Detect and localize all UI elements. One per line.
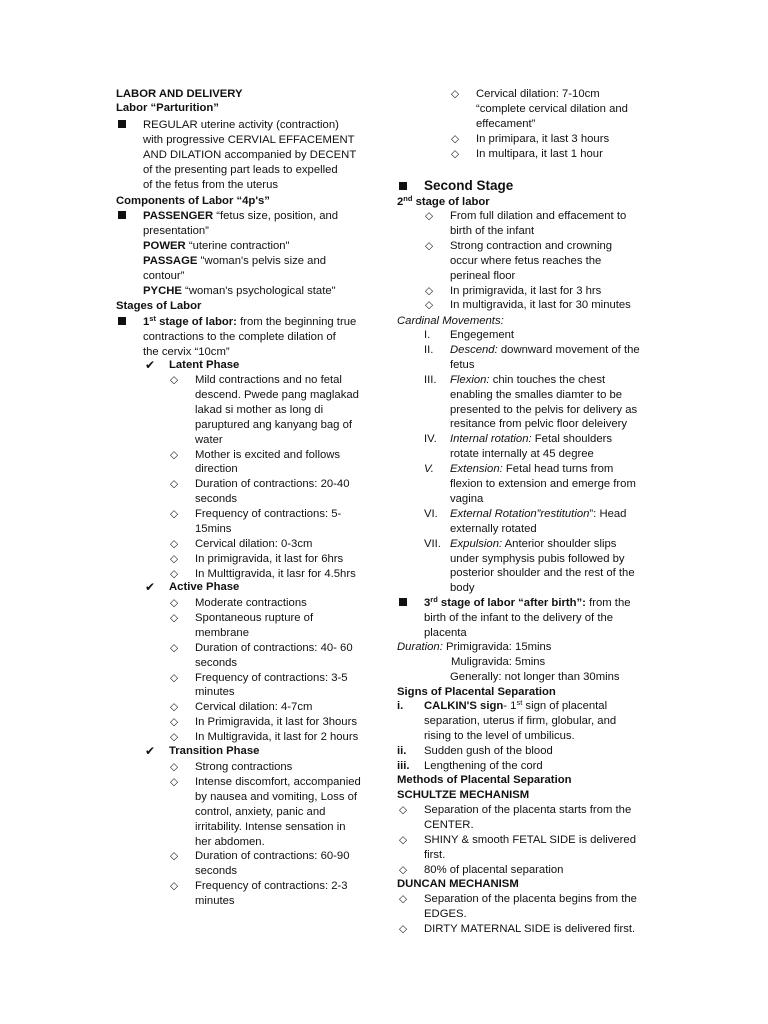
latent-item: Frequency of contractions: 5- (195, 508, 342, 521)
square-bullet (118, 317, 126, 325)
latent-item: Mild contractions and no fetal (195, 374, 342, 386)
sign-number: iii. (397, 760, 410, 772)
third-stage-text-cont: placenta (424, 627, 467, 639)
diamond-bullet-icon: ◇ (170, 567, 179, 580)
first-stage-text-cont: contractions to the complete dilation of (143, 331, 336, 343)
square-bullet (118, 120, 126, 128)
diamond-bullet-icon: ◇ (170, 478, 179, 491)
duration-primigravida: Primigravida: 15mins (442, 641, 552, 653)
cardinal-term: Descend: (450, 343, 498, 356)
calkin-sign-line (424, 699, 607, 713)
second-stage-label: stage of labor (412, 196, 490, 208)
sign-cord-lengthening: Lengthening of the cord (424, 760, 543, 772)
second-stage-item-cont: birth of the infant (450, 224, 535, 237)
cardinal-item (450, 328, 514, 342)
cardinal-item-cont: rotate internally at 45 degree (450, 448, 594, 461)
transition-item: In primipara, it last 3 hours (476, 132, 610, 145)
power-text: “uterine contraction" (185, 240, 290, 252)
schultze-item-cont: first. (424, 848, 446, 861)
diamond-bullet-icon: ◇ (170, 552, 179, 565)
active-item: In Primigravida, it last for 3hours (195, 716, 357, 729)
diamond-bullet-icon: ◇ (399, 863, 408, 876)
duncan-item: Separation of the placenta begins from the (424, 893, 637, 905)
diamond-bullet-icon: ◇ (170, 537, 179, 550)
schultze-item: 80% of placental separation (424, 863, 564, 876)
definition-line: of the presenting part leads to expelled (143, 164, 338, 176)
check-icon: ✔ (145, 358, 156, 372)
active-item: In Multigravida, it last for 2 hours (195, 731, 359, 744)
second-stage-heading: Second Stage (424, 178, 514, 193)
active-item: Duration of contractions: 40- 60 (195, 641, 353, 654)
cardinal-item-cont: externally rotated (450, 522, 537, 535)
schultze-item-cont: CENTER. (424, 818, 474, 831)
first-stage-line (143, 315, 356, 329)
cardinal-term: Extension: (450, 463, 503, 476)
component-passenger (143, 209, 338, 223)
transition-item-cont: control, anxiety, panic and (195, 805, 326, 818)
cardinal-description: Anterior shoulder slips (502, 537, 617, 550)
cardinal-item-cont: presented to the pelvis for delivery as (450, 403, 638, 416)
check-icon: ✔ (145, 744, 156, 758)
methods-heading: Methods of Placental Separation (397, 774, 572, 786)
cardinal-item (450, 343, 640, 357)
calkin-text-cont: rising to the level of umbilicus. (424, 730, 575, 742)
diamond-bullet-icon: ◇ (170, 775, 179, 788)
latent-phase-title: Latent Phase (169, 359, 240, 371)
active-item: Frequency of contractions: 3-5 (195, 671, 348, 684)
diamond-bullet-icon: ◇ (170, 641, 179, 654)
transition-item: Frequency of contractions: 2-3 (195, 880, 348, 893)
latent-item-cont: lakad si mother as long di (195, 403, 324, 416)
transition-item-cont: her abdomen. (195, 835, 265, 848)
passenger-text: “fetus size, position, and (213, 210, 339, 222)
latent-item-cont: water (195, 433, 223, 446)
diamond-bullet-icon: ◇ (451, 88, 460, 100)
latent-item-cont: 15mins (195, 523, 232, 535)
cardinal-item-cont: fetus (450, 358, 475, 371)
active-item-cont: minutes (195, 686, 235, 699)
duration-line (397, 640, 551, 654)
sign-number: ii. (397, 745, 407, 757)
cardinal-item-cont: under symphysis pubis followed by (450, 552, 625, 565)
diamond-bullet-icon: ◇ (170, 508, 179, 521)
cardinal-description: chin touches the chest (489, 373, 606, 386)
diamond-bullet-icon: ◇ (425, 299, 434, 312)
labor-subtitle: Labor “Parturition” (116, 102, 219, 114)
cardinal-item-cont: enabling the smalles diamter to be (450, 388, 623, 401)
passage-text-cont: contour” (143, 270, 185, 282)
diamond-bullet-icon: ◇ (170, 597, 179, 609)
definition-line: of the fetus from the uterus (143, 179, 279, 191)
diamond-bullet-icon: ◇ (170, 671, 179, 684)
component-pyche (143, 284, 336, 298)
calkin-sup: st (516, 698, 523, 707)
definition-line: AND DILATION accompanied by DECENT (143, 149, 357, 161)
cardinal-item (450, 373, 605, 387)
components-heading: Components of Labor “4p's” (116, 195, 270, 207)
calkin-text: sign of placental (522, 700, 608, 712)
cardinal-number: I. (424, 329, 431, 341)
cardinal-number: IV. (424, 433, 437, 446)
diamond-bullet-icon: ◇ (399, 804, 408, 816)
latent-item-cont: seconds (195, 493, 238, 506)
cardinal-number: VII. (424, 537, 441, 550)
diamond-bullet-icon: ◇ (425, 284, 434, 297)
second-stage-num: 2 (397, 196, 404, 208)
diamond-bullet-icon: ◇ (170, 880, 179, 893)
diamond-bullet-icon: ◇ (170, 448, 179, 461)
cardinal-item (450, 462, 613, 476)
second-stage-item-cont: occur where fetus reaches the (450, 254, 602, 267)
passenger-text-cont: presentation” (143, 225, 209, 237)
diamond-bullet-icon: ◇ (451, 132, 460, 145)
calkin-dash: - 1 (503, 700, 517, 712)
transition-item-cont: seconds (195, 865, 238, 878)
schultze-item: Separation of the placenta starts from the (424, 804, 632, 816)
second-stage-item: In primigravida, it last for 3 hrs (450, 284, 602, 297)
cardinal-item-cont: resitance from pelvic floor deleivery (450, 418, 628, 431)
diamond-bullet-icon: ◇ (170, 374, 179, 386)
transition-item-cont: “complete cervical dilation and (476, 102, 628, 115)
transition-phase-title: Transition Phase (169, 745, 260, 757)
cardinal-item-cont: posterior shoulder and the rest of the (450, 567, 635, 580)
latent-item: Mother is excited and follows (195, 448, 341, 461)
cardinal-description: Engegement (450, 329, 515, 341)
third-stage-num: 3 (424, 597, 431, 609)
first-stage-num: 1 (143, 316, 150, 328)
latent-item-cont: paruptured ang kanyang bag of (195, 418, 353, 431)
cardinal-item (450, 537, 616, 551)
calkin-text-cont: separation, uterus if firm, globular, and (424, 715, 617, 727)
duncan-item-cont: EDGES. (424, 907, 467, 920)
active-item-cont: seconds (195, 656, 238, 669)
latent-item: In Multtigravida, it lasr for 4.5hrs (195, 567, 356, 580)
duration-general: Generally: not longer than 30mins (450, 671, 620, 683)
duration-muligravida: Muligravida: 5mins (451, 656, 546, 668)
pyche-label: PYCHE (143, 285, 182, 297)
cardinal-item-cont: body (450, 582, 475, 595)
cardinal-description: Fetal head turns from (502, 463, 614, 476)
diamond-bullet-icon: ◇ (399, 833, 408, 846)
diamond-bullet-icon: ◇ (451, 147, 460, 160)
square-bullet (118, 211, 126, 219)
first-stage-text: from the beginning true (236, 316, 357, 328)
definition-line: REGULAR uterine activity (contraction) (143, 119, 339, 131)
check-icon: ✔ (145, 580, 156, 594)
sign-number: i. (397, 700, 404, 712)
third-stage-line (424, 596, 631, 610)
active-item-cont: membrane (195, 626, 249, 639)
diamond-bullet-icon: ◇ (170, 716, 179, 729)
second-stage-subheading (397, 195, 490, 209)
diamond-bullet-icon: ◇ (425, 239, 434, 252)
diamond-bullet-icon: ◇ (425, 210, 434, 222)
diamond-bullet-icon: ◇ (399, 922, 408, 935)
cardinal-term: Expulsion: (450, 537, 503, 550)
diamond-bullet-icon: ◇ (170, 850, 179, 863)
transition-item: Cervical dilation: 7-10cm (476, 88, 600, 100)
cardinal-term: External Rotation”restitution (450, 507, 590, 520)
diamond-bullet-icon: ◇ (170, 611, 179, 624)
transition-item: Strong contractions (195, 761, 293, 773)
schultze-heading: SCHULTZE MECHANISM (397, 789, 530, 801)
second-stage-item-cont: perineal floor (450, 269, 516, 282)
sign-blood-gush: Sudden gush of the blood (424, 745, 553, 757)
passage-text: "woman's pelvis size and (197, 255, 327, 267)
first-stage-text-cont: the cervix “10cm” (143, 346, 230, 358)
second-stage-item: From full dilation and effacement to (450, 210, 627, 222)
cardinal-term: Flexion: (450, 373, 490, 386)
document-title: LABOR AND DELIVERY (116, 88, 243, 100)
transition-item: Intense discomfort, accompanied (195, 775, 361, 788)
cardinal-movements-heading: Cardinal Movements: (397, 315, 504, 327)
square-bullet (399, 598, 407, 606)
cardinal-number: VI. (424, 507, 438, 520)
latent-item: In primigravida, it last for 6hrs (195, 552, 344, 565)
transition-item-cont: by nausea and vomiting, Loss of (195, 790, 358, 803)
duncan-heading: DUNCAN MECHANISM (397, 878, 519, 890)
cardinal-description: downward movement of the (497, 343, 640, 356)
active-item: Cervical dilation: 4-7cm (195, 701, 313, 714)
component-power (143, 239, 290, 253)
diamond-bullet-icon: ◇ (399, 893, 408, 905)
second-stage-sup: nd (403, 194, 413, 203)
cardinal-number: V. (424, 463, 434, 476)
cardinal-item-cont: flexion to extension and emerge from (450, 478, 636, 490)
pyche-text: “woman's psychological state" (181, 285, 336, 297)
active-item: Spontaneous rupture of (195, 611, 314, 624)
cardinal-item (450, 432, 612, 446)
stages-heading: Stages of Labor (116, 300, 202, 312)
cardinal-description: ”: Head (589, 507, 627, 520)
duration-label: Duration: (397, 641, 443, 653)
diamond-bullet-icon: ◇ (170, 731, 179, 744)
third-stage-label: stage of labor “after birth”: (437, 597, 586, 609)
passage-label: PASSAGE (143, 255, 198, 267)
first-stage-sup: st (149, 314, 156, 323)
cardinal-item-cont: vagina (450, 492, 484, 505)
passenger-label: PASSENGER (143, 210, 214, 222)
signs-heading: Signs of Placental Separation (397, 686, 556, 698)
diamond-bullet-icon: ◇ (170, 701, 179, 714)
power-label: POWER (143, 240, 186, 252)
component-passage (143, 254, 326, 268)
first-stage-label: stage of labor: (155, 316, 237, 328)
active-phase-title: Active Phase (169, 581, 240, 593)
transition-item: In multipara, it last 1 hour (476, 147, 603, 160)
cardinal-description: Fetal shoulders (531, 433, 613, 446)
second-stage-item: In multigravida, it last for 30 minutes (450, 299, 631, 312)
latent-item: Cervical dilation: 0-3cm (195, 537, 313, 550)
transition-item-cont: irritability. Intense sensation in (195, 820, 346, 833)
latent-item-cont: direction (195, 463, 238, 476)
schultze-item: SHINY & smooth FETAL SIDE is delivered (424, 833, 636, 846)
diamond-bullet-icon: ◇ (170, 761, 179, 773)
active-item: Moderate contractions (195, 597, 307, 609)
square-bullet (399, 182, 407, 190)
transition-item-cont: effecament” (476, 117, 536, 130)
third-stage-text: from the (585, 597, 631, 609)
second-stage-item: Strong contraction and crowning (450, 239, 613, 252)
duncan-item: DIRTY MATERNAL SIDE is delivered first. (424, 922, 636, 935)
third-stage-text-cont: birth of the infant to the delivery of the (424, 612, 614, 624)
latent-item: Duration of contractions: 20-40 (195, 478, 350, 491)
latent-item-cont: descend. Pwede pang maglakad (195, 388, 359, 401)
third-stage-sup: rd (430, 595, 438, 604)
cardinal-term: Internal rotation: (450, 433, 532, 446)
definition-line: with progressive CERVIAL EFFACEMENT (143, 134, 355, 146)
cardinal-number: II. (424, 343, 434, 356)
transition-item: Duration of contractions: 60-90 (195, 850, 350, 863)
transition-item-cont: minutes (195, 895, 235, 908)
cardinal-item (450, 507, 626, 521)
calkin-label: CALKIN'S sign (424, 700, 504, 712)
cardinal-number: III. (424, 373, 437, 386)
